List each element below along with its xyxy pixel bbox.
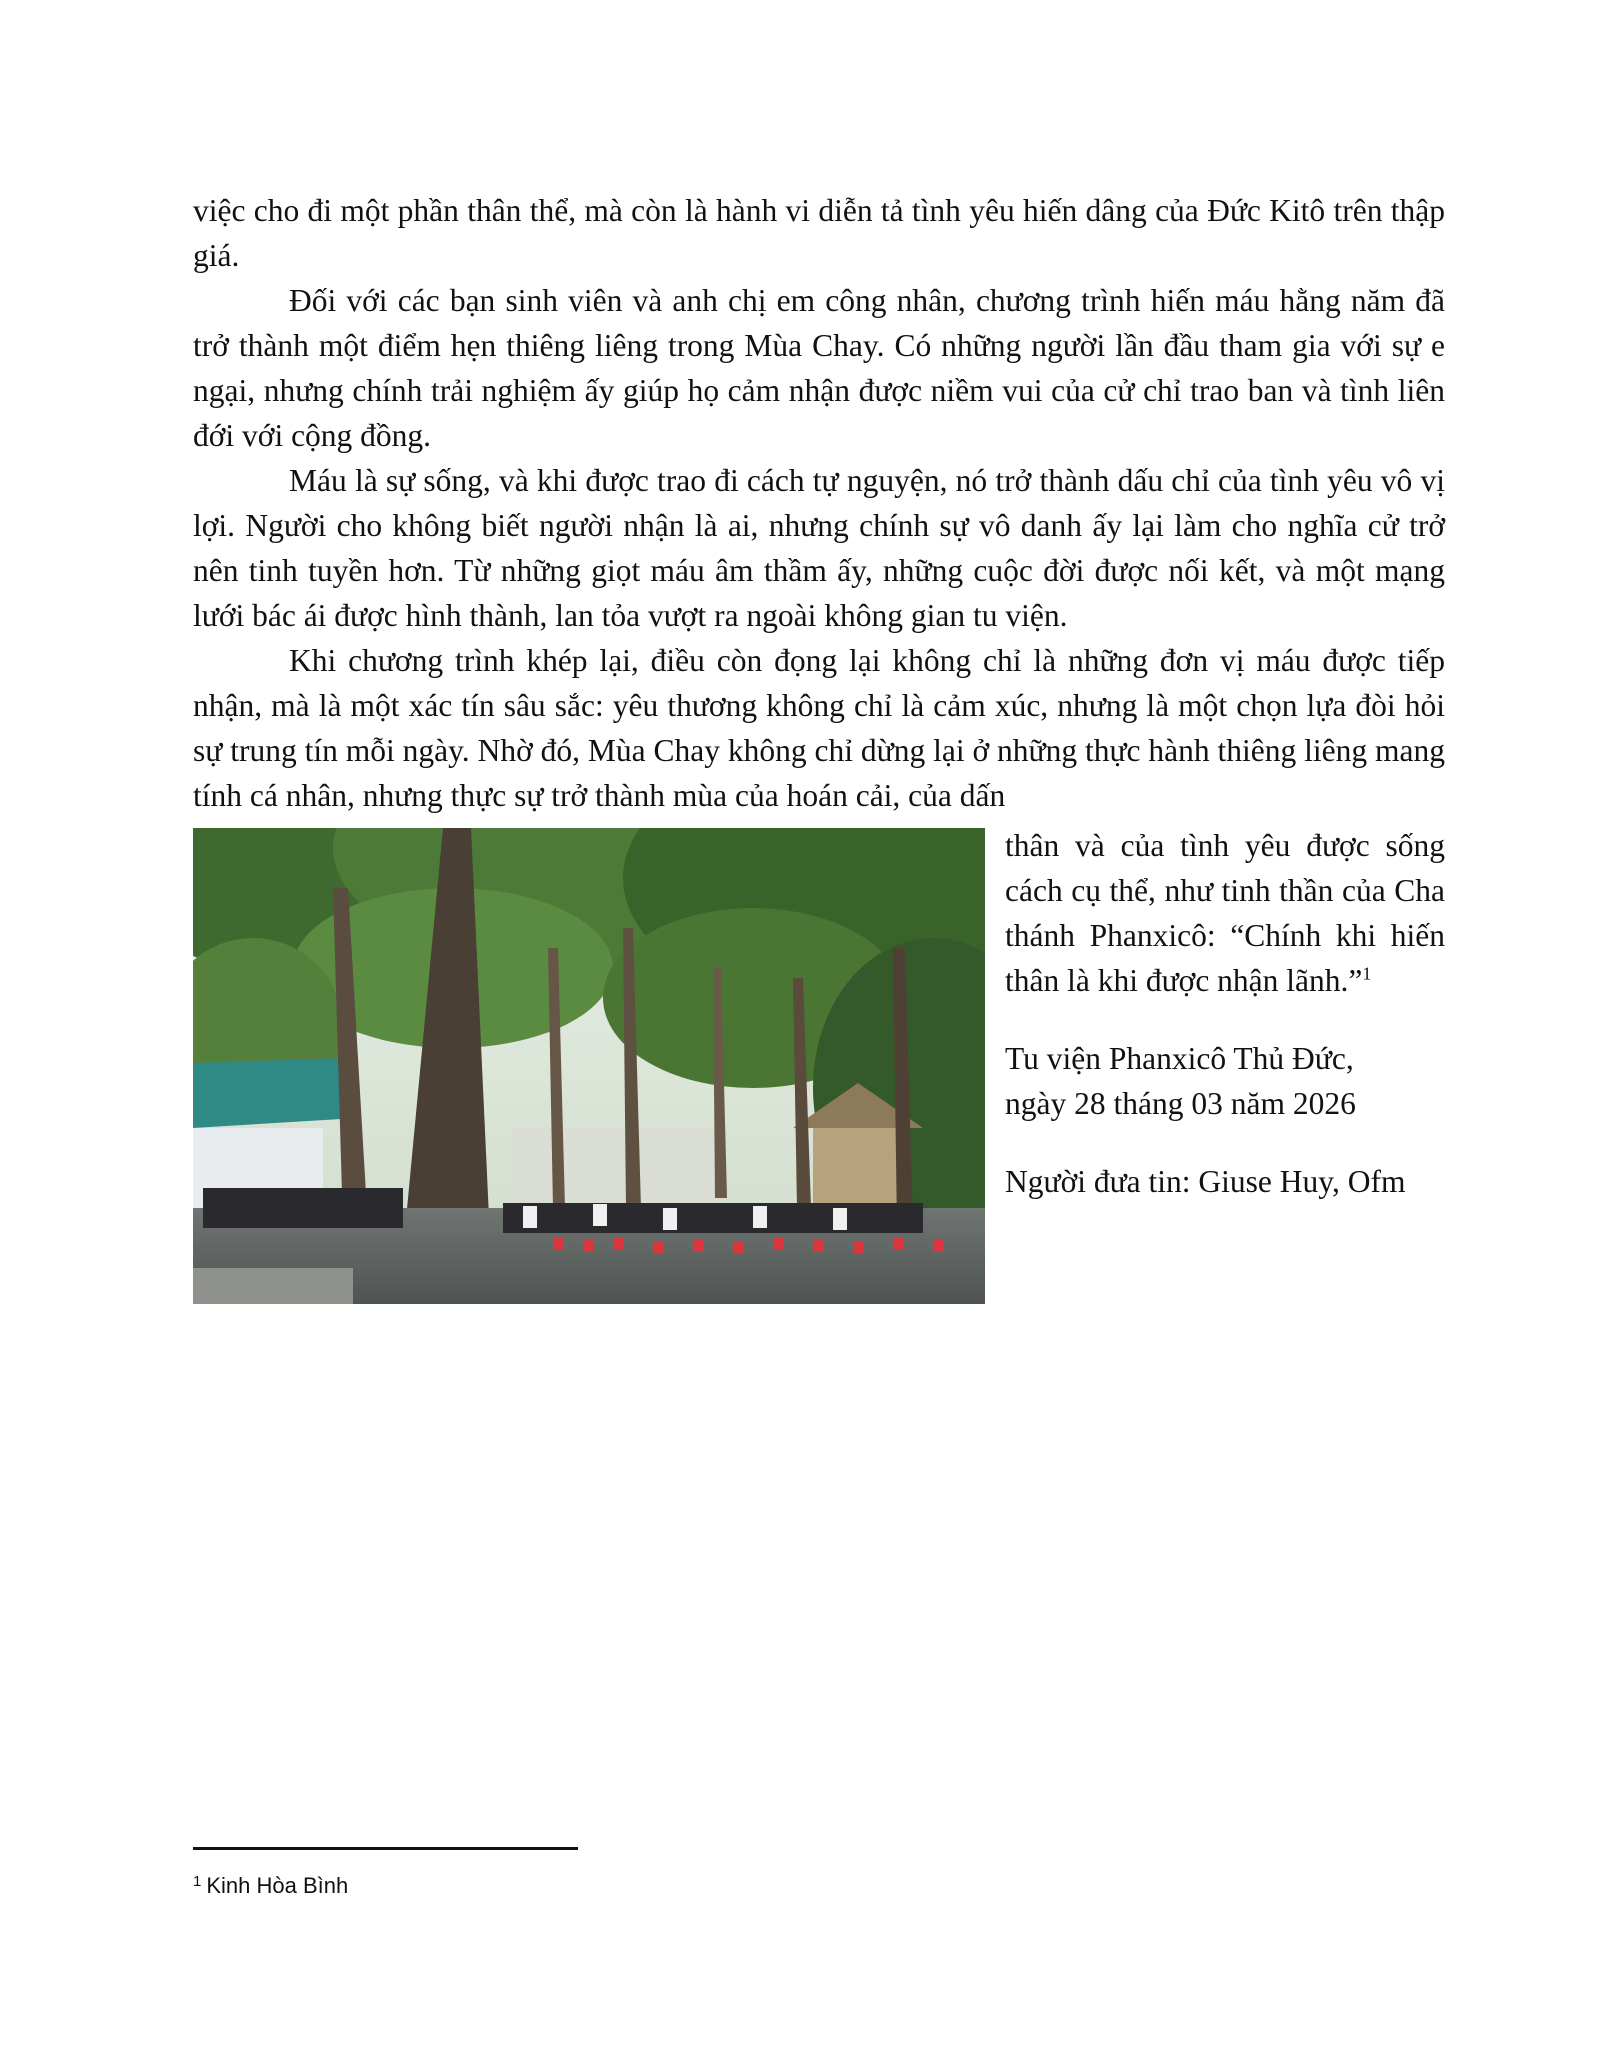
- tree-courtyard-photo-illustration: [193, 828, 985, 1304]
- signature-date: ngày 28 tháng 03 năm 2026: [1005, 1086, 1356, 1121]
- paragraph-students: Đối với các bạn sinh viên và anh chị em công nhân, chương trình hiến máu hằng năm đã trở thành một điểm hẹn thiêng liêng trong Mùa Chay. Có những người lần đầu tham gia với sự e ngại, nhưng chính trải nghiệm ấy giúp họ cảm nhận được niềm vui của cử chỉ trao ban và tình liên đới với cộng đồng.: [193, 283, 1445, 453]
- footnote: [193, 1868, 348, 1900]
- side-column: [1005, 823, 1445, 1204]
- footnote-reference[interactable]: 1: [1362, 963, 1372, 984]
- event-photo: [193, 828, 985, 1304]
- body-text: [193, 188, 1445, 818]
- footnote-divider: [193, 1847, 578, 1850]
- signature-reporter: Người đưa tin: Giuse Huy, Ofm: [1005, 1164, 1406, 1199]
- side-paragraph-text: thân và của tình yêu được sống cách cụ thể, như tinh thần của Cha thánh Phanxicô: “Chính khi hiến thân là khi được nhận lãnh.”: [1005, 828, 1445, 998]
- paragraph-conclusion: Khi chương trình khép lại, điều còn đọng lại không chỉ là những đơn vị máu được tiếp nhận, mà là một xác tín sâu sắc: yêu thương không chỉ là cảm xúc, nhưng là một chọn lựa đòi hỏi sự trung tín mỗi ngày. Nhờ đó, Mùa Chay không chỉ dừng lại ở những thực hành thiêng liêng mang tính cá nhân, nhưng thực sự trở thành mùa của hoán cải, của dấn: [193, 643, 1445, 813]
- paragraph-continuation: việc cho đi một phần thân thể, mà còn là hành vi diễn tả tình yêu hiến dâng của Đức Kitô trên thập giá.: [193, 193, 1445, 273]
- side-paragraph: [1005, 823, 1445, 1003]
- signature-place: Tu viện Phanxicô Thủ Đức,: [1005, 1041, 1354, 1076]
- footnote-text: Kinh Hòa Bình: [206, 1873, 349, 1898]
- footnote-number: 1: [193, 1873, 202, 1890]
- paragraph-blood-life: Máu là sự sống, và khi được trao đi cách tự nguyện, nó trở thành dấu chỉ của tình yêu vô vị lợi. Người cho không biết người nhận là ai, nhưng chính sự vô danh ấy lại làm cho nghĩa cử trở nên tinh tuyền hơn. Từ những giọt máu âm thầm ấy, những cuộc đời được nối kết, và một mạng lưới bác ái được hình thành, lan tỏa vượt ra ngoài không gian tu viện.: [193, 463, 1445, 633]
